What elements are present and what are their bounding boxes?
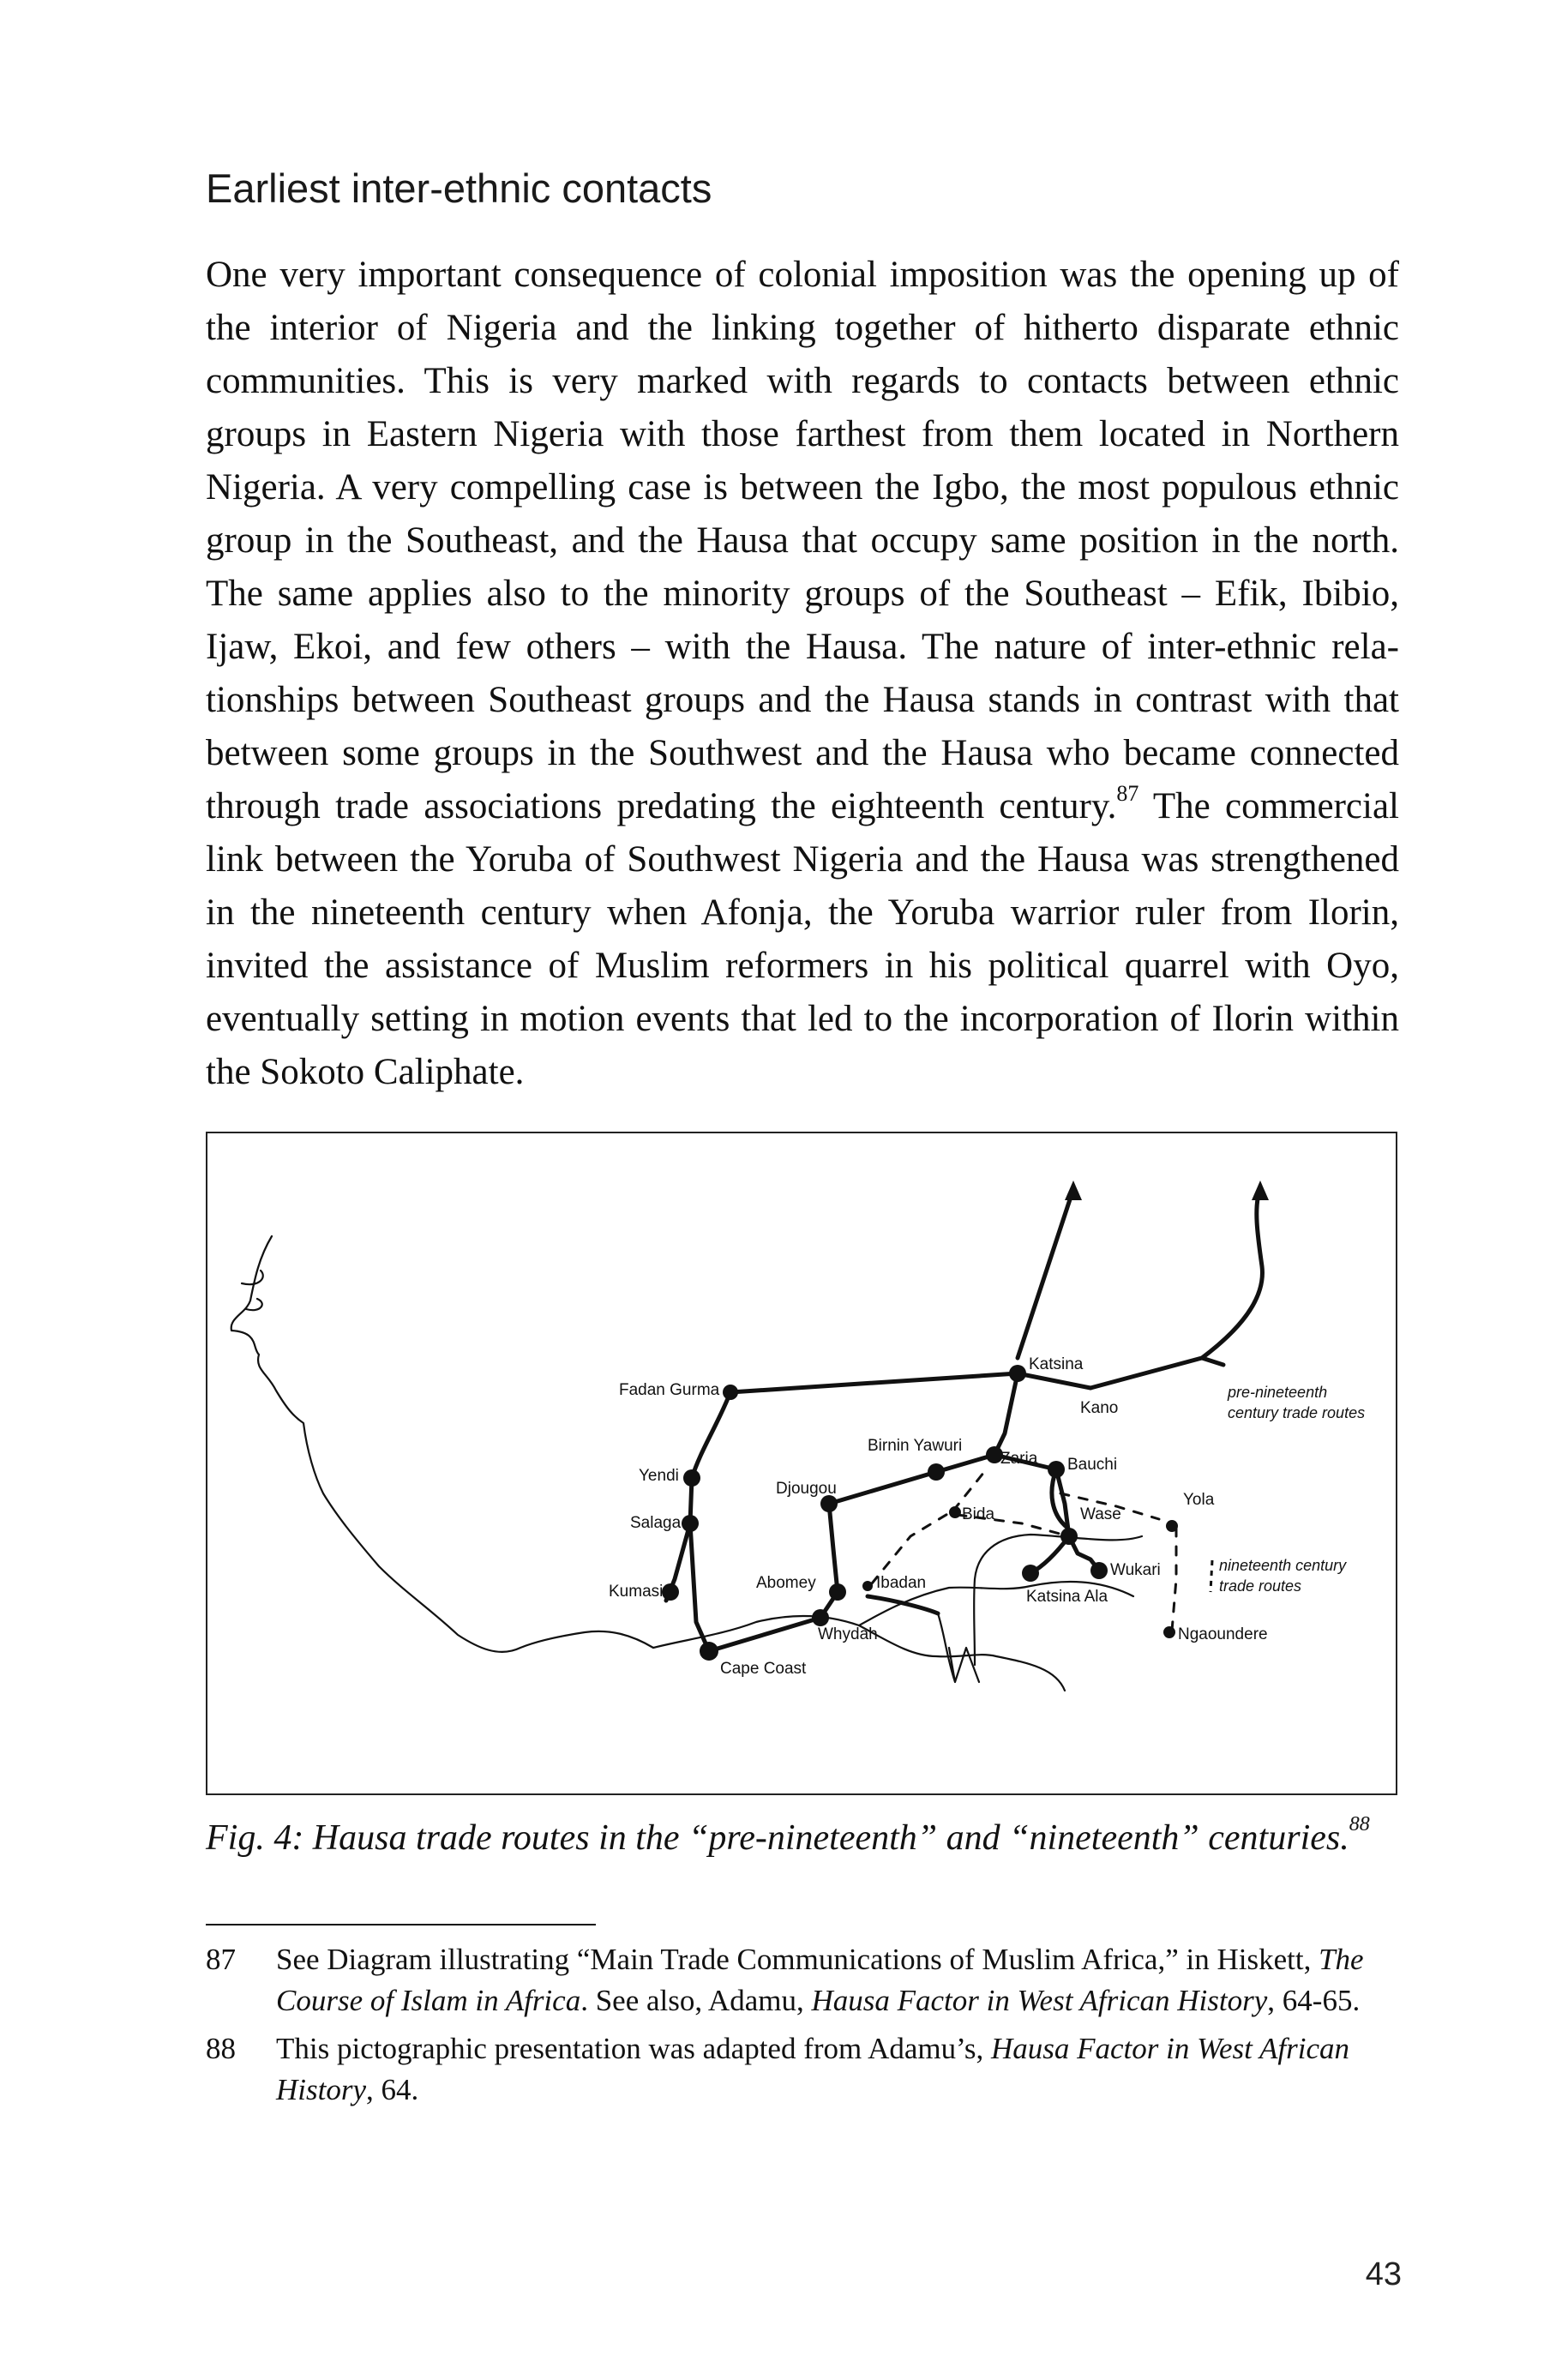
label-fadan-gurma: Fadan Gurma	[619, 1381, 720, 1399]
marker-wase	[1060, 1528, 1078, 1545]
route-legend-pre	[1202, 1358, 1223, 1365]
footnote-text-part: This pictographic presentation was adapted from Adamu’s,	[276, 2032, 991, 2065]
label-wase: Wase	[1080, 1505, 1121, 1523]
page-number: 43	[1365, 2256, 1402, 2292]
label-kano: Kano	[1080, 1399, 1119, 1417]
label-abomey: Abomey	[756, 1574, 816, 1592]
footnote-88	[206, 2028, 1399, 2111]
footnote-number: 87	[206, 1943, 236, 1976]
label-kumasi: Kumasi	[609, 1583, 664, 1601]
route-fadan-katsina	[730, 1373, 1018, 1392]
footnote-book-title: Hausa Factor in West African History	[276, 2032, 1350, 2106]
route-zaria-kano	[1018, 1373, 1090, 1388]
marker-katsina	[1009, 1365, 1026, 1382]
footnote-text-part: . See also, Adamu,	[580, 1984, 812, 2017]
route-djougou-abomey	[829, 1504, 838, 1592]
footnote-text-part: , 64.	[366, 2073, 419, 2106]
route-salaga-capecoast	[690, 1523, 709, 1651]
marker-ngaoundere	[1163, 1626, 1175, 1638]
label-wukari: Wukari	[1110, 1561, 1161, 1579]
marker-salaga	[682, 1515, 699, 1532]
footnote-87	[206, 1939, 1399, 2022]
legend-pre-line1: pre-nineteenth	[1228, 1384, 1328, 1401]
river-delta	[938, 1613, 979, 1682]
marker-cape-coast	[700, 1642, 718, 1661]
legend-nineteenth-line1: nineteenth century	[1219, 1557, 1347, 1574]
label-salaga: Salaga	[630, 1514, 682, 1532]
label-bida: Bida	[962, 1505, 995, 1523]
label-ngaoundere: Ngaoundere	[1178, 1625, 1268, 1643]
label-katsina: Katsina	[1029, 1355, 1084, 1373]
route-whydah-capecoast	[709, 1618, 820, 1651]
route-fadan-yendi	[692, 1392, 730, 1478]
footnotes	[206, 1939, 1399, 2118]
route-bida-zaria	[953, 1468, 988, 1511]
marker-bida	[949, 1506, 961, 1518]
legend-nineteenth-line2: trade routes	[1219, 1577, 1302, 1595]
body-paragraph	[206, 249, 1399, 1099]
route-yawuri-zaria	[936, 1455, 994, 1472]
route-ibadan-coast	[868, 1596, 938, 1613]
marker-birnin-yawuri	[928, 1463, 945, 1481]
trade-routes-map-figure	[206, 1132, 1397, 1795]
figure-caption	[206, 1813, 1406, 1859]
marker-wukari	[1090, 1562, 1108, 1579]
route-zaria-katsina	[994, 1373, 1018, 1455]
label-katsina-ala: Katsina Ala	[1026, 1588, 1108, 1606]
marker-yola	[1166, 1520, 1178, 1532]
label-cape-coast: Cape Coast	[720, 1660, 807, 1678]
route-yola-ngaoundere	[1172, 1528, 1176, 1631]
route-ibadan-bida	[872, 1511, 953, 1583]
route-kano-north	[1090, 1189, 1262, 1388]
marker-fadan-gurma	[723, 1385, 738, 1400]
section-heading: Earliest inter-ethnic contacts	[206, 165, 712, 211]
label-zaria: Zaria	[1000, 1450, 1038, 1468]
footnote-text-part: , 64-65.	[1267, 1984, 1361, 2017]
label-djougou: Djougou	[776, 1480, 837, 1498]
trade-routes-map	[207, 1133, 1396, 1793]
label-whydah: Whydah	[818, 1625, 878, 1643]
route-djougou-yawuri	[829, 1472, 936, 1504]
marker-kumasi	[662, 1583, 679, 1601]
marker-katsina-ala	[1022, 1565, 1039, 1582]
route-katsina-north	[1018, 1189, 1073, 1358]
arrow-north-kano	[1252, 1180, 1269, 1200]
legend-pre-line2: century trade routes	[1228, 1404, 1366, 1421]
paragraph-text-part-1: One very important consequence of colonial imposition was the opening up of the interior of Nigeria and the linking together of hitherto disparate ethnic communities. This is very marked with regards to contacts between ethnic groups in Eastern Nigeria with those farthest from them located in Northern Nigeria. A very compelling case is between the Igbo, the most populous ethnic group in the Southeast, and the Hausa that occupy same position in the north. The same applies also to the minority groups of the Southeast – Efik, Ibibio, Ijaw, Ekoi, and few others – with the Hausa. The nature of inter-ethnic relationships between Southeast groups and the Hausa stands in contrast with that between some groups in the Southwest and the Hausa who became connected through trade associations predating the eighteenth century.	[206, 255, 1399, 826]
label-yola: Yola	[1183, 1491, 1215, 1509]
marker-yendi	[683, 1469, 700, 1487]
label-ibadan: Ibadan	[876, 1574, 927, 1592]
arrow-north-katsina	[1065, 1180, 1082, 1200]
footnote-ref-88[interactable]: 88	[1349, 1813, 1370, 1835]
footnote-text	[276, 2028, 1399, 2111]
caption-text: Fig. 4: Hausa trade routes in the “pre-nineteenth” and “nineteenth” centuries.	[206, 1818, 1349, 1858]
marker-abomey	[829, 1583, 846, 1601]
label-bauchi: Bauchi	[1067, 1456, 1118, 1474]
marker-djougou	[820, 1495, 838, 1512]
label-yendi: Yendi	[639, 1467, 679, 1485]
paragraph-text-part-2: The commercial link between the Yoruba of Southwest Nigeria and the Hausa was strengthened in the nineteenth century when Afonja, the Yoruba warrior ruler from Ilorin, invited the assistance of Muslim reformers in his political quarrel with Oyo, eventually setting in motion events that led to the incorporation of Ilorin within the Sokoto Caliphate.	[206, 786, 1399, 1092]
footnote-text	[276, 1939, 1399, 2022]
marker-whydah	[812, 1609, 829, 1626]
footnote-number: 88	[206, 2032, 236, 2065]
marker-bauchi	[1048, 1461, 1065, 1478]
footnote-book-title: Hausa Factor in West African History	[811, 1984, 1268, 2017]
footnote-separator	[206, 1924, 596, 1925]
coast-detail	[242, 1271, 263, 1284]
footnote-ref-87[interactable]: 87	[1116, 781, 1139, 806]
marker-ibadan	[862, 1581, 873, 1591]
footnote-book-title: The Course of Islam in Africa	[276, 1943, 1364, 2017]
label-birnin-yawuri: Birnin Yawuri	[868, 1437, 963, 1455]
legend-nineteenth-sample	[1211, 1560, 1212, 1592]
footnote-text-part: See Diagram illustrating “Main Trade Communications of Muslim Africa,” in Hiskett,	[276, 1943, 1319, 1976]
